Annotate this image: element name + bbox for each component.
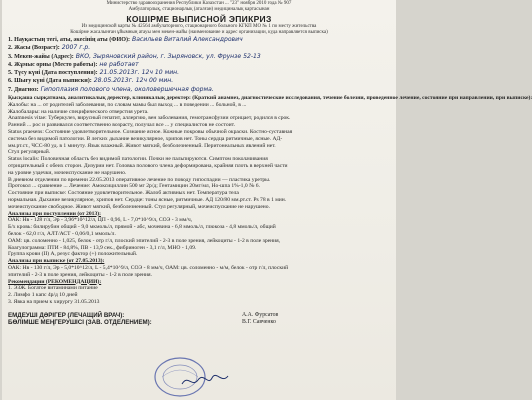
field-value: ВКО, Зыряновский район, г. Зыряновск, ул. Фрунзе 52-13 xyxy=(75,52,261,60)
signature-head xyxy=(2,319,396,327)
field-label: 6. Шығу күні (Дата выписки): xyxy=(8,78,92,85)
lab-line: Коагулограмма: ПТИ - 84,8%, ПВ - 13,9 сек., фибриноген - 3,1 г/л, МНО - 1,09. xyxy=(8,244,197,251)
field-label: 3. Мекен-жайы (Адрес): xyxy=(8,53,74,60)
lab-line: Б/х кровь: билирубин общий - 9,0 мкмоль/л, прямой - абс, мочевина - 6,8 ммоль/л, глюкоза - 4,8 ммоль/л, общий xyxy=(8,224,276,231)
field-workplace xyxy=(2,61,396,69)
field-name xyxy=(2,36,396,44)
header-line-1: Министерство здравоохранения Республики Казахстан ... "23" ноября 2010 года № 907 xyxy=(106,1,292,6)
field-label: 7. Диагноз: xyxy=(8,86,39,93)
signature-label: ЕМДЕУШІ ДӘРІГЕР (ЛЕЧАЩИЙ ВРАЧ): xyxy=(8,311,125,319)
signature-name: А.А. Фурсатов xyxy=(242,311,279,318)
field-label: 4. Жұмыс орны (Место работы): xyxy=(8,61,98,68)
discharge-document xyxy=(2,0,532,400)
header-line-2: Амбулаторлық, стационарлық (аталған) медициналық картасынан xyxy=(128,7,270,12)
lab-line: белок - 62,0 г/л, АЛТ/АСТ - 0,06/0,1 ммоль/л. xyxy=(8,231,116,238)
lab-line: ОАК: Нв - 128 г/л, Эр - 3,96*10^12/л, ЦП - 0,96, L - 7,0*10^9/л, СОЭ - 3 мм/ч, xyxy=(8,217,193,224)
field-discharge-date xyxy=(2,77,396,85)
field-value: не работает xyxy=(99,60,139,68)
field-admission-date xyxy=(2,69,396,77)
field-value: 2007 г.р. xyxy=(61,44,91,52)
signature-name: В.Г. Савченко xyxy=(242,319,276,326)
document-title: КОШІРМЕ ВЫПИСНОЙ ЭПИКРИЗ xyxy=(126,14,272,24)
labs-admission-heading: Анализы при поступлении (от 2013): xyxy=(8,210,101,217)
labs-discharge-heading: Анализы при выписке (от 27.05.2013): xyxy=(8,258,105,265)
header-line-5: Кошірме жасалынған ұйымның атауы мен мекен-жайы (наименование и адрес организации, куда направляется выписка) xyxy=(70,30,328,35)
body-line: Протокол ... сравнение ... Лечение: Амоксициллин 500 мг 2р/д; Гентамицин 20мг/мл, Но-шпа 1%-1,0 № 6. xyxy=(8,183,261,190)
body-line: Стул регулярный. xyxy=(8,149,51,156)
body-line: отрицательный с обеих сторон. Дизурии нет. Головка полового члена деформирована, крайняя плоть в верхней части xyxy=(8,163,288,170)
field-value: 21.05.2013г. 12ч 10 мин. xyxy=(99,69,180,77)
body-line: нормальная. Дыхание везикулярное, хрипов нет. Сердце: тоны ясные, ритмичные. АД 120/80 мм.рт.ст. Ps 78 в 1 мин. xyxy=(8,197,287,204)
body-line: Жалобы: на ... от родителей заболевания, по словам мамы был выход ... в поведении ... больной, в ... xyxy=(8,101,247,108)
body-line: В дневном отделении по времени 22.05.2013 оперативное лечение по поводу гипоспадии — пластика уретры. xyxy=(8,176,271,183)
field-value: Васильев Виталий Александрович xyxy=(132,36,243,43)
signature-label: БӨЛІМШЕ МЕҢГЕРУШІСІ (ЗАВ. ОТДЕЛЕНИЕМ): xyxy=(8,319,152,327)
signature-attending xyxy=(2,312,396,320)
body-line: Ранний ... рос и развивался соответственно возрасту, получал все ... у специалистов не состоит. xyxy=(8,122,236,129)
body-line-status: Status praesens: Состояние удовлетворительное. Сознание ясное. Кожные покровы обычной окраски. Костно-суставная xyxy=(8,129,293,136)
field-diagnosis xyxy=(2,86,396,94)
lab-line: ОАК: Нв - 130 г/л, Эр - 5,0*10^12/л, L - 5,4*10^9/л, СОЭ - 8 мм/ч, ОАМ: цв. соломенно - м/м, белок - отр г/л, плоский xyxy=(8,265,289,271)
recommendations-heading: Рекомендации (РЕКОМЕНДАЦИИ): xyxy=(8,278,102,285)
header-line-4: Из медицинской карты № 42564 амбулаторного, стационарного больного КГКП МО № 1 по месту жительства xyxy=(81,24,317,29)
field-label: 2. Жасы (Возраст): xyxy=(8,45,60,52)
body-line-status-localis: Status localis: Половичная область без видимой патологии. Почки не пальпируются. Симптом поколачивания xyxy=(8,156,268,163)
recommendation-item: 1. ЭЗЖ. Богатое витаминами питание xyxy=(8,285,98,292)
field-value: Гипоплазия полового члена, околовершечная форма. xyxy=(40,85,214,93)
field-value: 28.05.2013г. 12ч 00 мин. xyxy=(93,77,174,85)
body-line: Anamnesis vitae: Туберкулез, вирусный гепатит, аллергию, вен заболевания, гемотрансфузии отрицает, родился в срок. xyxy=(8,115,291,122)
lab-line: эпителий - 2-3 в поле зрения, лейкоциты - 1-2 в поле зрения. xyxy=(8,271,152,278)
body-line: на уровне уздечки, мочеиспускание не нарушено. xyxy=(8,169,127,176)
field-label: 5. Түсу күні (Дата поступления): xyxy=(8,70,98,77)
body-line-discharge-state: Состояние при выписке: Состояние удовлетворительное. Жалоб активных нет. Температура тела xyxy=(8,190,239,197)
handwritten-signature-icon xyxy=(180,372,230,390)
field-age xyxy=(2,44,396,52)
body-line: система без видимой патологии. В легких дыхание везикулярное, хрипов нет. Тоны сердца ритмичные, ясные. АД- xyxy=(8,135,283,142)
lab-line: ОАМ: цв. соломенно - 1,025, белок - отр г/л, плоский эпителий - 2-3 в поле зрения, лейкоциты - 1-2 в поле зрения, xyxy=(8,237,281,244)
field-address xyxy=(2,53,396,61)
recommendation-item: 2. Лимфо 1 капс 4р/д 10 дней xyxy=(8,292,78,299)
lab-line: Группа крови (II) А, резус фактор (+) положительный. xyxy=(8,251,138,258)
recommendation-item: 3. Явка на прием к хирургу 31.05.2013 xyxy=(8,298,100,305)
section-heading-history: Қысқаша сырқатнама, аналитикалық деректер, клиникалық деректер: (Краткий анамнез, диагностические исследования, течение болезни, проведенное лечение, состояние при направлении, при выписке): xyxy=(8,95,532,102)
body-line: Жалобалары: на наличие специфического отверстия урета. xyxy=(8,108,149,115)
body-line: мм.рт.ст., ЧСС-80 уд. в 1 минуту. Язык влажный. Живот мягкий, безболезненный. Перитонеальных явлений нет. xyxy=(8,142,276,149)
field-label: 1. Науқастың тегі, аты, әкесінің аты (ФИО): xyxy=(8,37,131,43)
body-line: мочеиспускание свободное. Живот мягкий, безболезненный. Стул регулярный, мочеиспускание не нарушено. xyxy=(8,203,270,210)
